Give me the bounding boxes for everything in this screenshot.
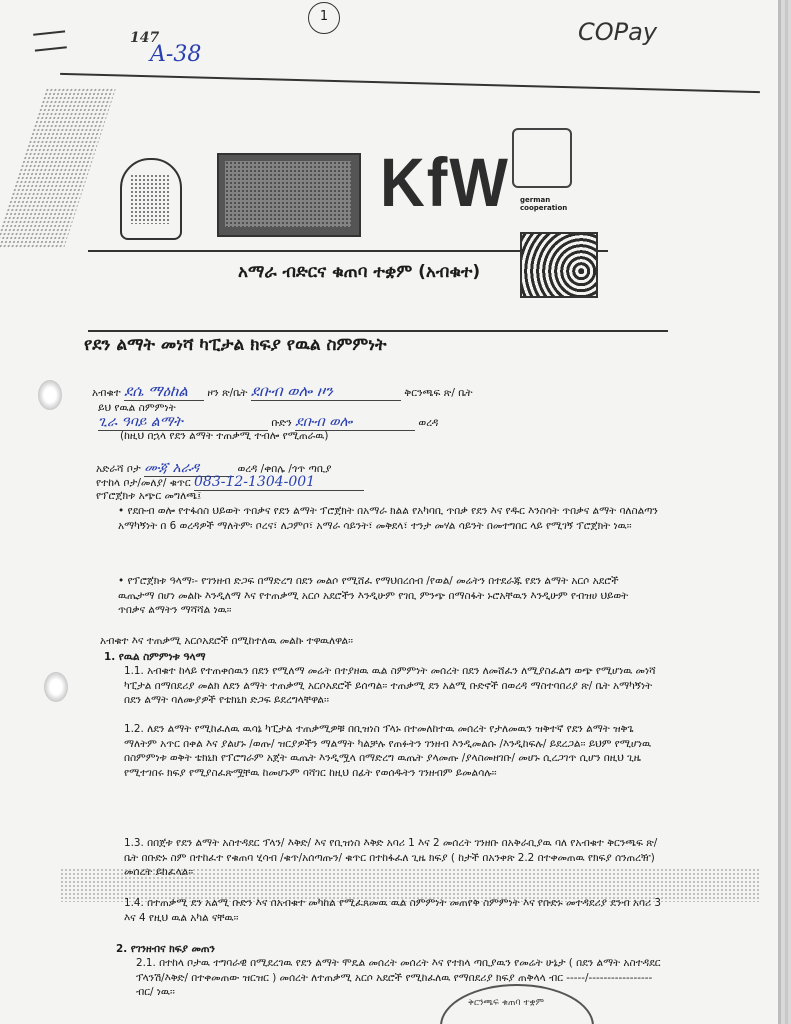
clause-1-2: 1.2. ለደን ልማት የሚከፈለዉ ዉሳኔ ካፒታል ተጠቃሚዎቹ በቢዝነስ ፕላኑ በተመለከተዉ መሰረት የታለመዉን ዝቅተኛ የደን ልማት ዝቅጌ ማለትም አጥር በቀል እና ያልሆኑ /ወጡ/ ዝርያዎችን ማልማት ካልቻሉ የጠፉትን ገንዘብ እንዲመልሱ /እንዲከፍሉ/ ይደረጋል፡፡ ይህም የሚሆነዉ በስምምነቱ ወቅት ቴክኒክ የፕሮግራም አጀት ዉጤት እንዲሟላ በማድረግ ዉጤት ያላመጡ /ያላስመዘገቡ/ መሆኑ ሲረጋገጥ ሲሆን በዚህ ጊዜ የሚተገበሩ ክፍያ የሚያስፈጽሟቸዉ ከመሆኑም ባሻገር ከዚህ በፊት የወሰዱትን ገንዘብም ይመልሳሉ፡፡ (124, 723, 652, 779)
bullet-1: • የደቡብ ወሎ የተፋሰስ ህይወት ጥበቃና የደን ልማት ፕሮጀክት በአማራ ክልል የአካባቢ ጥበቃ የደን እና የዱር እንስሳት ጥበቃና ልማት ባለስልጣን አማካኝነት በ 6 ወረዳዎች ማለትም፡ ቦረና፣ ለጋምቦ፣ አማራ ሳይንት፣ መቅደላ፣ ተንታ መሃል ሳይንት በመተግበር ላይ የሚገኝ ፕሮጀክት ነዉ፡፡ (118, 505, 658, 532)
abkute-swirl-logo (520, 232, 598, 298)
handwritten-woreda: ደቡብ ወሎ (295, 414, 415, 431)
form-row-branch: አብቁተ ደሴ ማዕከል ዞን ጽ/ቤት ደቡብ ወሎ ዞን ቅርንጫፍ ጽ/ ቤት (92, 382, 473, 400)
kfw-logo: KfW (380, 145, 510, 222)
clause-1-3: 1.3. በበጀቱ የደን ልማት አስተዳደር ፕላን/ እቅድ/ እና የቢዝነስ እቅድ አባሪ 1 እና 2 መሰረት ገንዘቡ በአቅራቢያዉ ባለ የአብቁተ ቅርንጫፍ ጽ/ቤት በቡድኑ ስም በተከፈተ የቁጠባ ሂሳብ /ቁጥ/አሰጣጡን/ ቁጥር በተከፋፈለ ጊዜ ክፍያ ( ከታች በአንቀጽ 2.2 በተቀመጠዉ የክፍያ ሰንጠረዥ) መሰረት ይከፈላል፡፡ (124, 837, 658, 878)
handwritten-group: ጊራ ዓባይ ልማት (98, 414, 268, 431)
header-bottom-rule (88, 330, 668, 332)
handwritten-account-number: 083-12-1304-001 (194, 474, 364, 491)
stamp-text: ቅርንጫፍ ቁጠባ ተቋም (468, 998, 544, 1008)
section-2-heading: 2. የገንዘብና ክፍያ መጠን (116, 943, 215, 955)
beneficiary-note: (ከዚህ በኋላ የደን ልማት ተጠቃሚ ተብሎ የሚጠራዉ) (120, 430, 329, 442)
form-row-group: ጊራ ዓባይ ልማት ቡድን ደቡብ ወሎ ወረዳ (98, 414, 439, 430)
punch-hole-top (38, 380, 62, 410)
german-cooperation-label: german cooperation (520, 196, 568, 212)
reference-number: A-38 (150, 42, 202, 67)
header-top-rule (60, 73, 760, 93)
document-title: የደን ልማት መነሻ ካፒታል ክፍያ የዉል ስምምነት (84, 335, 387, 355)
amhara-emblem-logo (120, 158, 182, 240)
page-number: 1 (319, 9, 329, 24)
page-number-circle (308, 2, 340, 34)
bank-building-logo (217, 153, 361, 237)
handwritten-zone: ደቡብ ወሎ ዞን (251, 382, 401, 401)
bullet-2: • የፕሮጀክቱ ዓላማ፡- የገንዘብ ድጋፍ በማድረግ በደን መልሶ የሚሸፈ የማህበረሰብ /የወል/ መሬትን በተደራጁ የደን ልማት አርሶ አደሮች ዉጤታማ በሆነ መልኩ እንዲለማ እና የተጠቃሚ አርሶ አደሮችን እንዲሁም የገቢ ምንጭ በማስፋት ኑሮአቸዉን እንዲሁም የብዝሀ ህይወት ጥበቃና ልማትን ማሻሻል ነዉ፡፡ (118, 575, 629, 616)
photocopy-noise (0, 88, 116, 248)
intro-line: አብቁተ እና ተጠቃሚ አርሶአደሮች በሚከተለዉ መልኩ ተዋዉለዋል፡፡ (100, 635, 354, 647)
form-row-account: የተከላ ቦታ/መለያ/ ቁጥር 083-12-1304-001 (96, 474, 364, 491)
clause-1-4: 1.4. በተጠቃሚ ደን አልሚ ቡድን እና በአብቁተ መካከል የሚፈጸመዉ ዉል ስምምነት መጠየቅ ስምምነት እና የቡድኑ መተዳደሪያ ደንብ አባሪ 3 እና 4 የዚህ ዉል አካል ናቸዉ፡፡ (124, 897, 661, 924)
form-row-address: አድራሻ ቦታ ሙጃ አራዳ ወረዳ /ቀበሌ /ጎጥ ጣቢያ (96, 460, 332, 476)
clause-2-1: 2.1. በተከላ ቦታዉ ተግባራዊ በሚደረገዉ የደን ልማት ሞዴል መሰረት መሰረት እና የተክላ ጣቢያዉን የመሬት ሁኔታ ( በደን ልማት አስተዳደር ፕላንሽ/እቅድ/ በተቀመጠው ዝርዝር ) መሰረት ለተጠቃሚ አርሶ አደሮች የሚከፈለዉ የማበደሪያ ክፍያ ጠቅላላ ብር -----/----------------- ብር/ ነዉ፡፡ (136, 957, 661, 998)
margin-scribble (33, 30, 67, 51)
folio-number: 147 (130, 30, 160, 46)
punch-hole-bottom (44, 672, 68, 702)
clause-1-1: 1.1. አብቁተ ከላይ የተጠቀሰዉን በደን የሚለማ መሬት በተያዘዉ ዉል ስምምነት መሰረት በደን ለመሸፈን ለሚያስፈልግ ወጭ የሚሆነዉ መነሻ ካፒታል በማበደሪያ መልክ ለደን ልማት ተጠቃሚ አርሶአደሮች ይሰጣል፡፡ ተጠቃሚ ደን አልሚ ቡድኖች በወረዳ ማስተባበሪያ ጽ/ ቤት አማካኝነት በደን ልማት ባለሙያዎች የቴክኒክ ድጋፍ ይደረግላቸዋል፡፡ (124, 665, 656, 706)
handwritten-address: ሙጃ አራዳ (144, 460, 234, 477)
section-1-heading: 1. የዉል ስምምነቱ ዓላማ (104, 651, 206, 663)
stacked-page-edge (778, 0, 781, 1024)
copy-mark: COPay (578, 18, 658, 46)
stacked-page-edge-2 (785, 0, 788, 1024)
form-row-agreement: ይህ የዉል ስምምነት (98, 402, 176, 414)
handwritten-branch: ደሴ ማዕከል (124, 382, 204, 401)
german-cooperation-logo (512, 128, 572, 188)
organization-name: አማራ ብድርና ቁጠባ ተቋም (አብቁተ) (238, 262, 481, 282)
project-summary-label: የፕሮጀክቱ አጭር መግለጫ፤ (96, 490, 202, 502)
